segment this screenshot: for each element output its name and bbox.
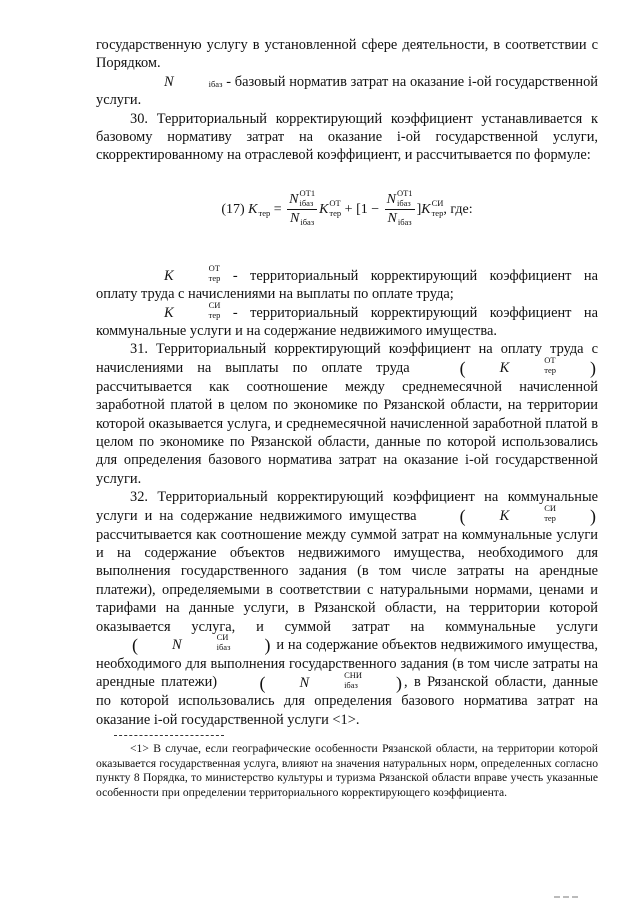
k-ter-si-symbol: K СИ тер <box>421 197 444 218</box>
scan-artifact <box>554 885 594 891</box>
n-baz-symbol: N iбаз <box>164 73 223 90</box>
paragraph-continuation: государственную услугу в установленной сфере деятельности, в соответствии с Порядком. <box>96 37 598 72</box>
document-page <box>96 36 598 800</box>
fraction-n-ot1-over-n-baz: N ОТ1 iбаз N iбаз <box>289 188 316 228</box>
formula-tail: , где: <box>443 201 473 217</box>
footnote-separator <box>114 735 224 736</box>
definition-k-ter-si: K СИ тер - территориальный корректирующий коэффициент на коммунальные услуги и на содержание недвижимого имущества. <box>96 299 598 340</box>
fraction-n-ot1-over-n-baz-2: N ОТ1 iбаз N iбаз <box>386 188 413 228</box>
paragraph-30: 30. Территориальный корректирующий коэффициент устанавливается к базовому нормативу затрат на оказание i-ой государственной услуги, скорректированному на отраслевой коэффициент, и рассчитывается по формуле: <box>96 110 598 164</box>
footnote <box>96 742 598 800</box>
formula-number: (17) <box>221 201 245 217</box>
footnote-text: <1> В случае, если географические особенности Рязанской области, на территории которой оказывается государственная услуга, влияют на значения натуральных норм, определенных согласно пункту 8 Порядка, то министерство культуры и туризма Рязанской области вправе учесть указанные особенности при определении территориального корректирующего коэффициента. <box>96 741 598 799</box>
formula-17: (17) K тер = N ОТ1 iбаз N iбаз K ОТ тер + [1 − N ОТ1 iбаз N iбаз ] K СИ тер , где: <box>221 188 473 228</box>
paragraph-n-baz-definition: N iбаз - базовый норматив затрат на оказание i-ой государственной услуги. <box>96 73 598 109</box>
paragraph-32: 32. Территориальный корректирующий коэффициент на коммунальные услуги и на содержание недвижимого имущества ( K СИ тер ) рассчитывается как соотношение между суммой затрат на коммунальные услуги и на содержание объектов недвижимого имущества, необходимого для выполнения государственного задания (в том числе затраты на арендные платежи), определяемыми в соответствии с натуральными нормами, ценами и тарифами на данные услуги, в Рязанской области, на территории которой оказывается услуга, и суммой затрат на коммунальные услуги ( N СИ iбаз ) и на содержание объектов недвижимого имущества, необходимого для выполнения государственного задания (в том числе затраты на арендные платежи) ( N СНИ iбаз ) , в Рязанской области, данные по которой использовались для определения базового норматива затрат на оказание i-ой государственной услуги <1>. <box>96 489 599 728</box>
definition-k-ter-ot: K ОТ тер - территориальный корректирующий коэффициент на оплату труда с начислениями на выплаты по оплате труда; <box>96 262 598 303</box>
paragraph-31: 31. Территориальный корректирующий коэффициент на оплату труда с начислениями на выплаты по оплате труда ( K ОТ тер ) рассчитывается как соотношение между среднемесячной начисленной заработной платой в целом по экономике по Рязанской области, на территории которой оказывается услуга, и среднемесячной начисленной заработной платой в целом по экономике по Рязанской области, данные по которой использовались для определения базового норматива затрат на оказание i-ой государственной услуги. <box>96 341 598 487</box>
k-ter-symbol: K тер <box>248 201 271 218</box>
k-ter-ot-symbol: K ОТ тер <box>319 197 342 218</box>
